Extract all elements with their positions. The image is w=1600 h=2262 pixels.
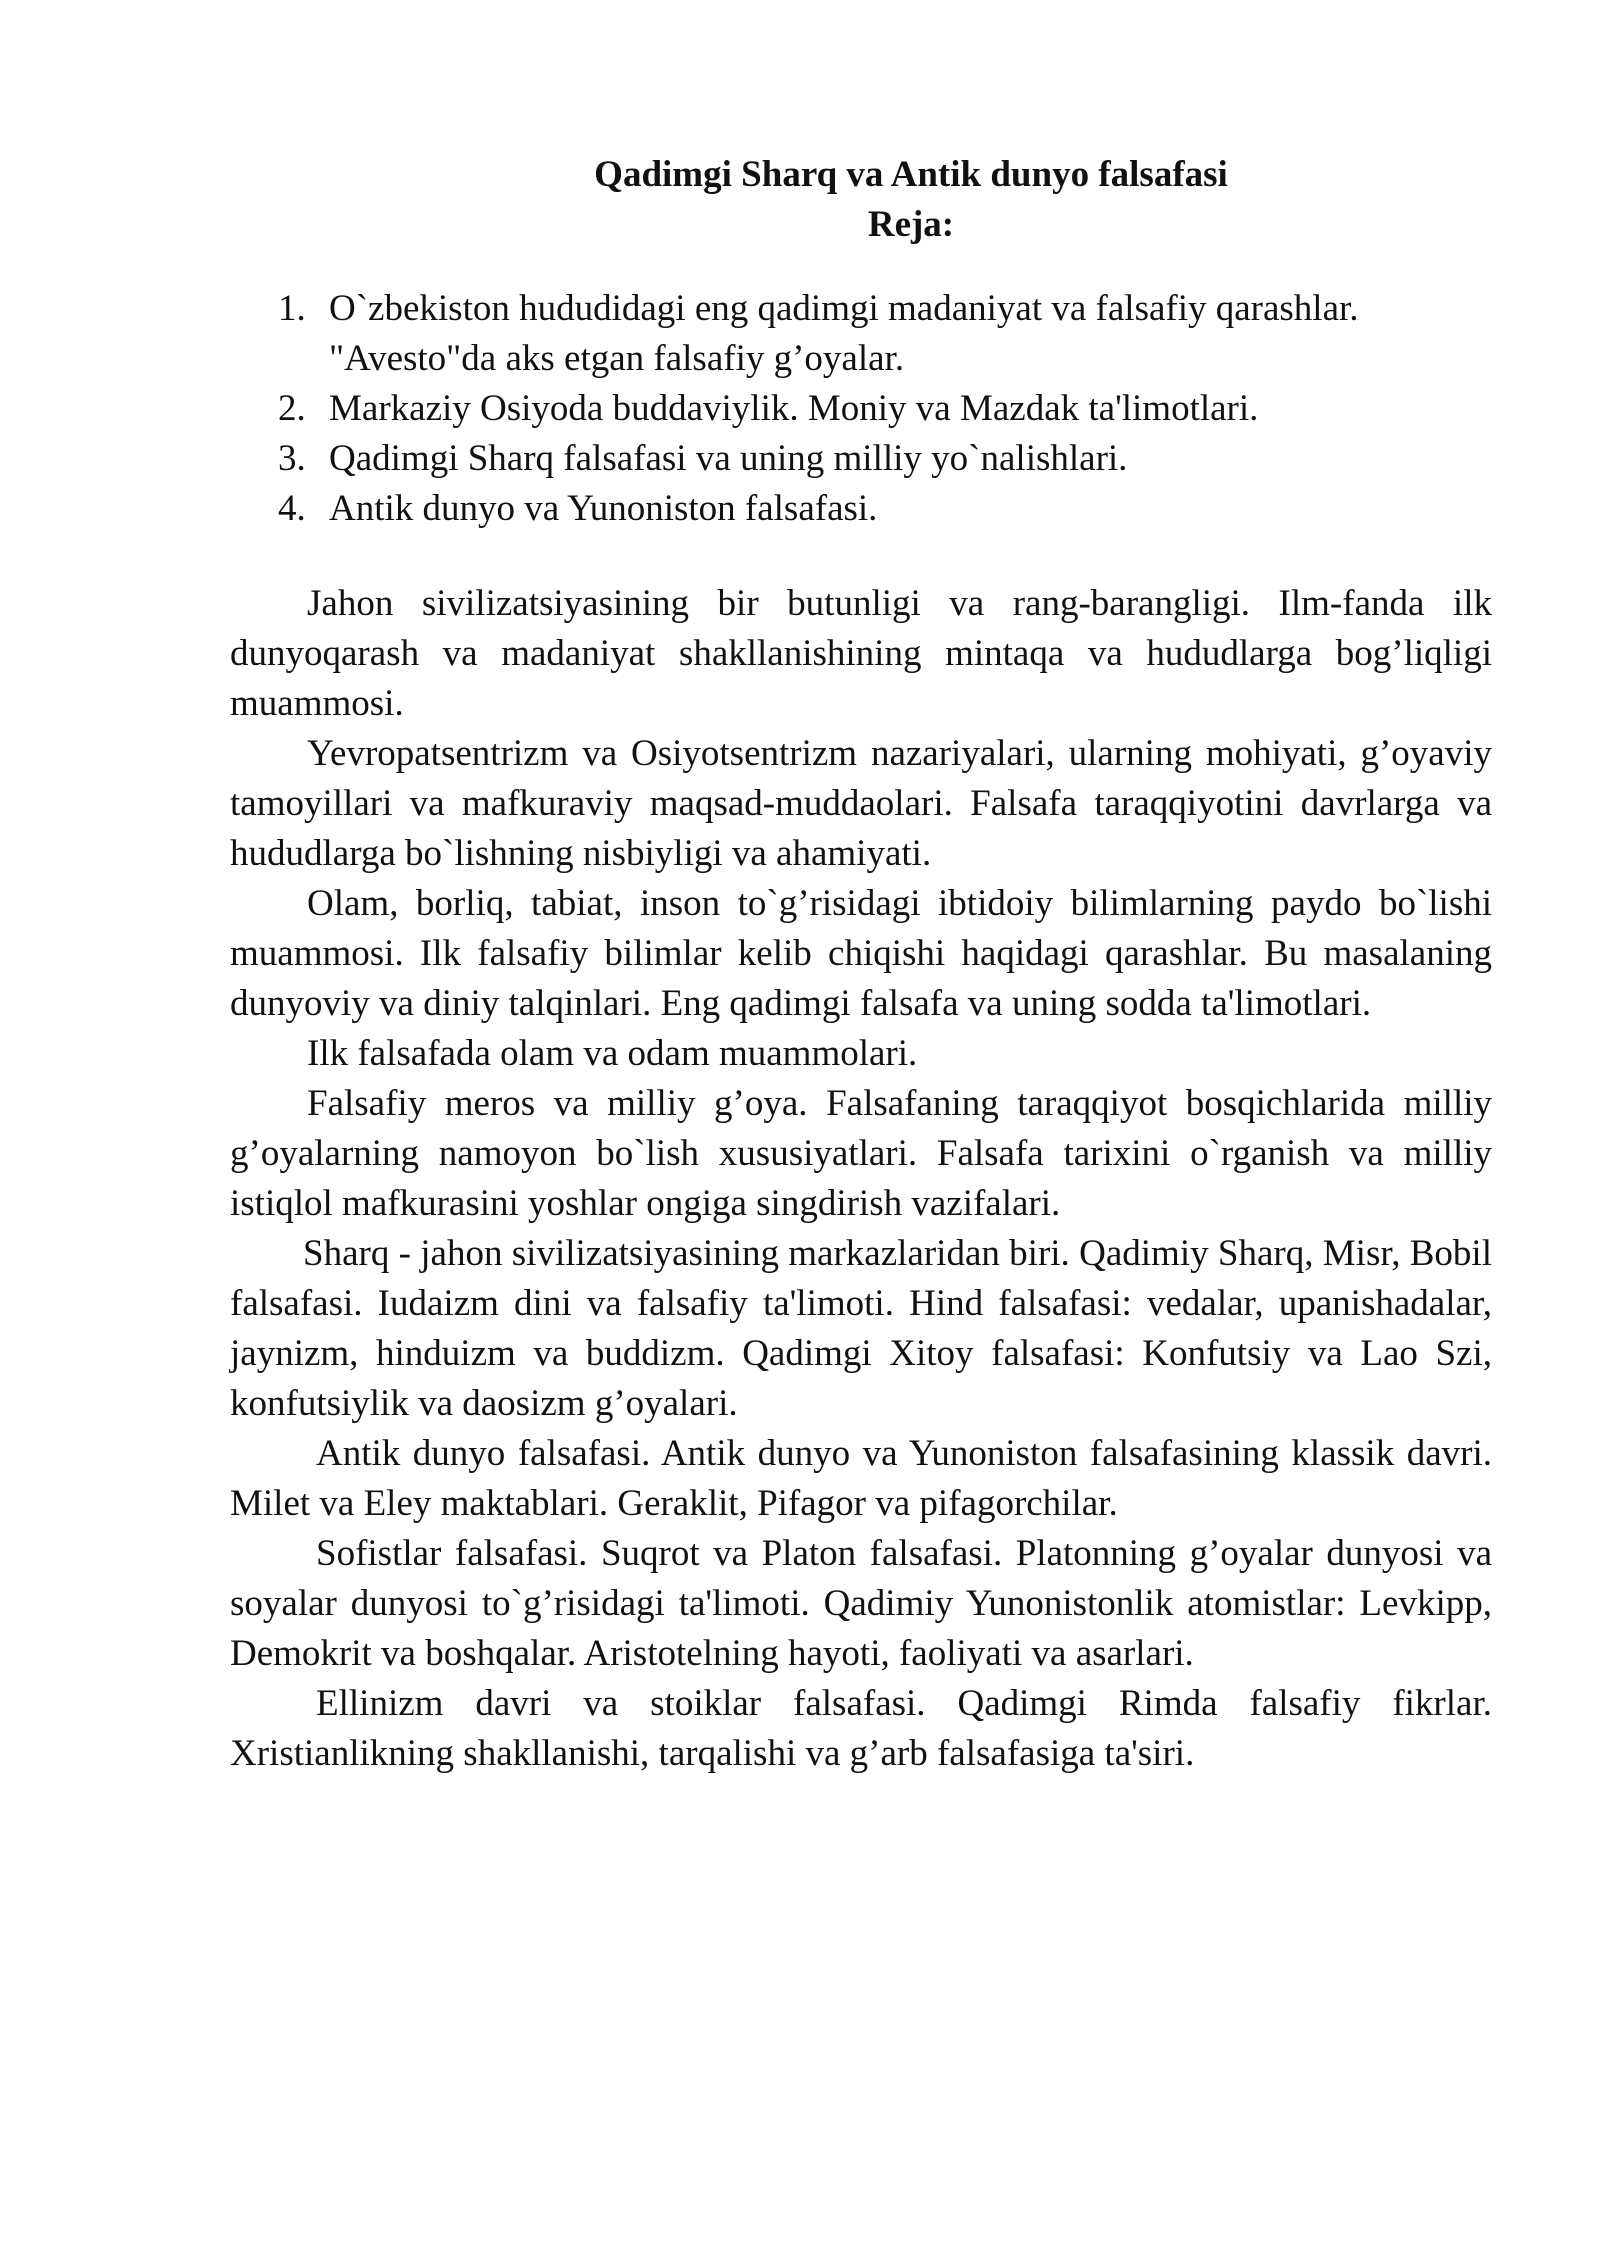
document-page [230,150,1492,1779]
paragraph: Jahon sivilizatsiyasining bir butunligi va rang-barangligi. Ilm-fanda ilk dunyoqarash va madaniyat shakllanishining mintaqa va hududlarga bog’liqligi muammosi. [230,583,1492,724]
plan-item-text: O`zbekiston hududidagi eng qadimgi madaniyat va falsafiy qarashlar. "Avesto"da aks etgan falsafiy g’oyalar. [329,288,1359,379]
paragraph: Ellinizm davri va stoiklar falsafasi. Qadimgi Rimda falsafiy fikrlar. Xristianlikning shakllanishi, tarqalishi va g’arb falsafasiga ta'siri. [230,1683,1492,1774]
plan-list [230,284,1492,534]
paragraph: Ilk falsafada olam va odam muammolari. [307,1033,918,1074]
plan-item-number: 4. [278,488,306,529]
plan-item-text: Markaziy Osiyoda buddaviylik. Moniy va Mazdak ta'limotlari. [329,388,1259,429]
body-text [230,579,1492,1779]
plan-heading: Reja: [867,204,955,245]
paragraph: Falsafiy meros va milliy g’oya. Falsafaning taraqqiyot bosqichlarida milliy g’oyalarning namoyon bo`lish xususiyatlari. Falsafa tarixini o`rganish va milliy istiqlol mafkurasini yoshlar ongiga singdirish vazifalari. [230,1083,1492,1224]
plan-item [230,384,1492,434]
plan-item [230,484,1492,534]
plan-item-number: 2. [278,388,306,429]
plan-item-number: 1. [278,288,306,329]
paragraph: Sharq - jahon sivilizatsiyasining markazlaridan biri. Qadimiy Sharq, Misr, Bobil falsafasi. Iudaizm dini va falsafiy ta'limoti. Hind falsafasi: vedalar, upanishadalar, jaynizm, hinduizm va buddizm. Qadimgi Xitoy falsafasi: Konfutsiy va Lao Szi, konfutsiylik va daosizm g’oyalari. [230,1233,1492,1424]
paragraph: Antik dunyo falsafasi. Antik dunyo va Yunoniston falsafasining klassik davri. Milet va Eley maktablari. Geraklit, Pifagor va pifagorchilar. [230,1433,1492,1524]
plan-item [230,434,1492,484]
plan-item-number: 3. [278,438,306,479]
plan-item-text: Antik dunyo va Yunoniston falsafasi. [329,488,878,529]
paragraph: Olam, borliq, tabiat, inson to`g’risidagi ibtidoiy bilimlarning paydo bo`lishi muammosi. Ilk falsafiy bilimlar kelib chiqishi haqidagi qarashlar. Bu masalaning dunyoviy va diniy talqinlari. Eng qadimgi falsafa va uning sodda ta'limotlari. [230,883,1492,1024]
plan-item-text: Qadimgi Sharq falsafasi va uning milliy yo`nalishlari. [329,438,1128,479]
paragraph: Sofistlar falsafasi. Suqrot va Platon falsafasi. Platonning g’oyalar dunyosi va soyalar dunyosi to`g’risidagi ta'limoti. Qadimiy Yunonistonlik atomistlar: Levkipp, Demokrit va boshqalar. Aristotelning hayoti, faoliyati va asarlari. [230,1533,1492,1674]
plan-item [230,284,1492,384]
paragraph: Yevropatsentrizm va Osiyotsentrizm nazariyalari, ularning mohiyati, g’oyaviy tamoyillari va mafkuraviy maqsad-muddaolari. Falsafa taraqqiyotini davrlarga va hududlarga bo`lishning nisbiyligi va ahamiyati. [230,733,1492,874]
document-title: Qadimgi Sharq va Antik dunyo falsafasi [594,154,1228,195]
title-block [230,150,1492,250]
